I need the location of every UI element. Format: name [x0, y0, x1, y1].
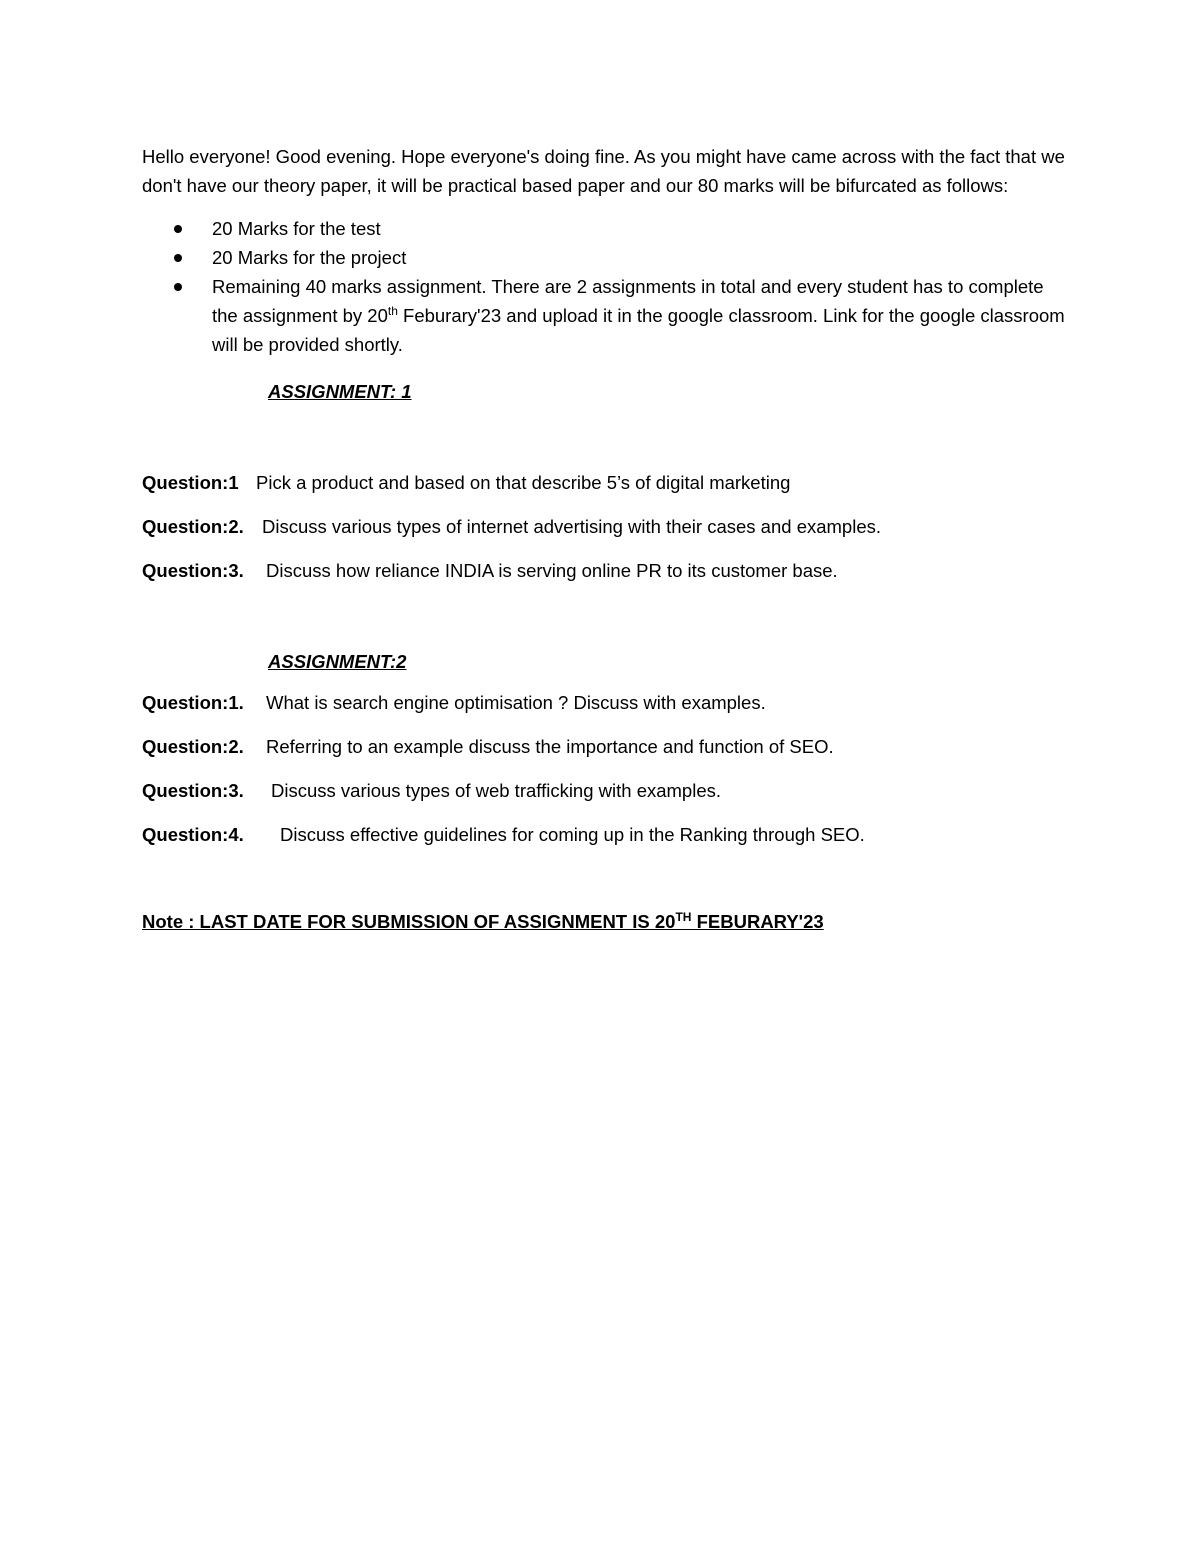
question-text: Discuss effective guidelines for coming up in the Ranking through SEO. [280, 824, 865, 845]
question-row [142, 556, 1072, 585]
marks-breakdown-list [142, 214, 1072, 359]
assignment-1-questions [142, 468, 1072, 585]
question-text: Discuss various types of internet advertising with their cases and examples. [262, 516, 882, 537]
document-body [142, 142, 1072, 955]
note-text-end: FEBURARY'23 [691, 911, 824, 932]
question-text: Referring to an example discuss the importance and function of SEO. [266, 736, 834, 757]
assignment-2-heading: ASSIGNMENT:2 [268, 651, 407, 672]
question-text: Pick a product and based on that describe 5’s of digital marketing [256, 472, 791, 493]
superscript: TH [675, 909, 692, 924]
list-item [142, 214, 1072, 243]
question-text: Discuss various types of web trafficking with examples. [271, 780, 722, 801]
bullet-icon [174, 254, 182, 262]
bullet-icon [174, 283, 182, 291]
intro-paragraph: Hello everyone! Good evening. Hope everyone's doing fine. As you might have came across with the fact that we don't have our theory paper, it will be practical based paper and our 80 marks will be bifurcated as follows: [142, 146, 1065, 196]
superscript: th [387, 303, 398, 318]
note-text-start: Note : LAST DATE FOR SUBMISSION OF ASSIGNMENT IS 20 [142, 911, 676, 932]
list-item-text-end: Feburary'23 and upload it in the google classroom. Link for the google classroom will be provided shortly. [212, 305, 1065, 355]
question-row [142, 732, 1072, 761]
list-item-text-start: Remaining 40 marks assignment. There are 2 assignments in total and every student has to complete the assignment by 20 [212, 276, 1044, 326]
assignment-2-questions [142, 688, 1072, 849]
question-row [142, 820, 1072, 849]
question-row [142, 468, 1072, 497]
question-label: Question:3. [142, 780, 244, 801]
question-label: Question:2. [142, 736, 244, 757]
question-row [142, 512, 1072, 541]
list-item [142, 272, 1072, 359]
list-item-text: 20 Marks for the test [212, 218, 381, 239]
question-label: Question:4. [142, 824, 244, 845]
question-label: Question:2. [142, 516, 244, 537]
list-item-text: 20 Marks for the project [212, 247, 407, 268]
assignment-1-heading: ASSIGNMENT: 1 [268, 381, 412, 402]
bullet-icon [174, 225, 182, 233]
question-label: Question:1. [142, 692, 244, 713]
question-text: What is search engine optimisation ? Discuss with examples. [266, 692, 766, 713]
submission-deadline-note [142, 907, 1072, 936]
list-item [142, 243, 1072, 272]
question-row [142, 688, 1072, 717]
question-text: Discuss how reliance INDIA is serving online PR to its customer base. [266, 560, 838, 581]
question-row [142, 776, 1072, 805]
question-label: Question:1 [142, 472, 239, 493]
question-label: Question:3. [142, 560, 244, 581]
